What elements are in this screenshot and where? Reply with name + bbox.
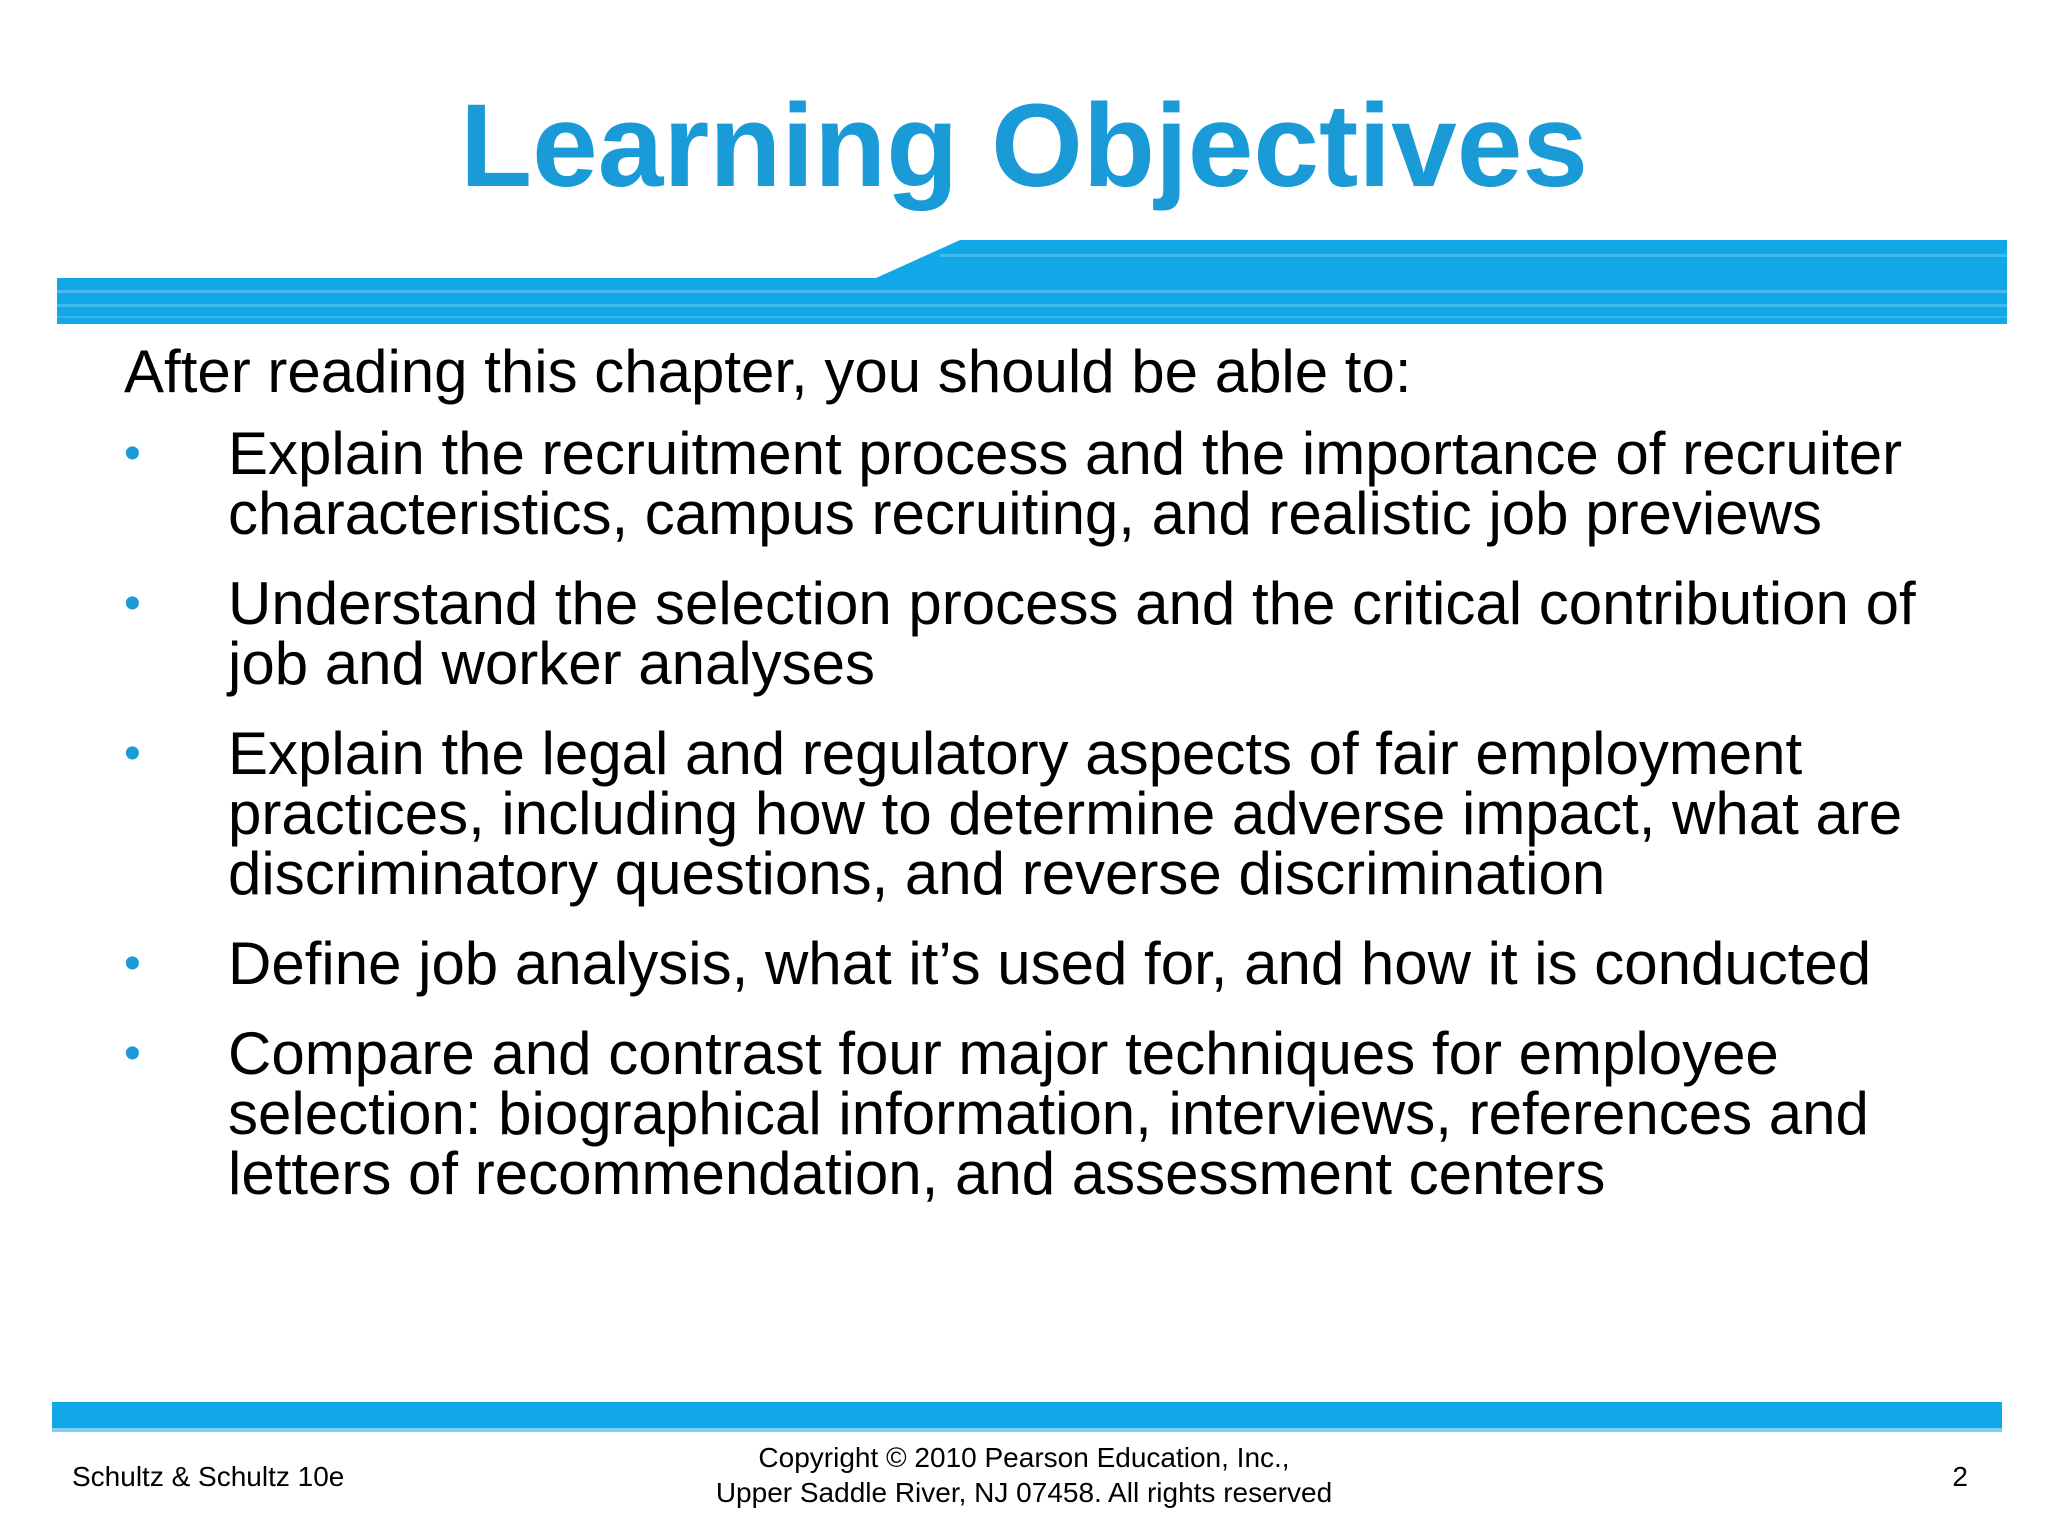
footer-band-decoration — [52, 1402, 2002, 1428]
page-number: 2 — [1952, 1461, 1968, 1492]
objective-text: Define job analysis, what it’s used for, and how it is conducted — [228, 930, 1872, 997]
objective-text: Explain the recruitment process and the importance of recruiter characteristics, campus recruiting, and realistic job previews — [228, 420, 1903, 547]
bullet-icon: • — [124, 727, 141, 780]
objective-item — [124, 570, 1984, 697]
objective-item — [124, 930, 1984, 997]
objective-text: Compare and contrast four major techniques for employee selection: biographical information, interviews, references and letters of recommendation, and assessment centers — [228, 1020, 1869, 1207]
objective-item — [124, 1020, 1984, 1207]
copyright-line-1: Copyright © 2010 Pearson Education, Inc., — [758, 1442, 1290, 1473]
bullet-icon: • — [124, 937, 141, 990]
objective-item — [124, 420, 1984, 547]
objective-text: Explain the legal and regulatory aspects of fair employment practices, including how to determine adverse impact, what are discriminatory questions, and reverse discrimination — [228, 720, 1903, 907]
bullet-icon: • — [124, 1027, 141, 1080]
objective-item — [124, 720, 1984, 907]
intro-text: After reading this chapter, you should be able to: — [124, 338, 1412, 405]
bullet-icon: • — [124, 427, 141, 480]
objective-text: Understand the selection process and the critical contribution of job and worker analyses — [228, 570, 1916, 697]
footer-copyright — [0, 1440, 2048, 1510]
slide-title: Learning Objectives — [460, 80, 1588, 212]
objectives-list — [124, 420, 1984, 1207]
footer-band-highlight — [52, 1428, 2002, 1432]
slide-content — [124, 340, 1984, 1234]
footer-book-label: Schultz & Schultz 10e — [72, 1461, 345, 1492]
bullet-icon: • — [124, 577, 141, 630]
copyright-line-2: Upper Saddle River, NJ 07458. All rights reserved — [715, 1477, 1333, 1508]
